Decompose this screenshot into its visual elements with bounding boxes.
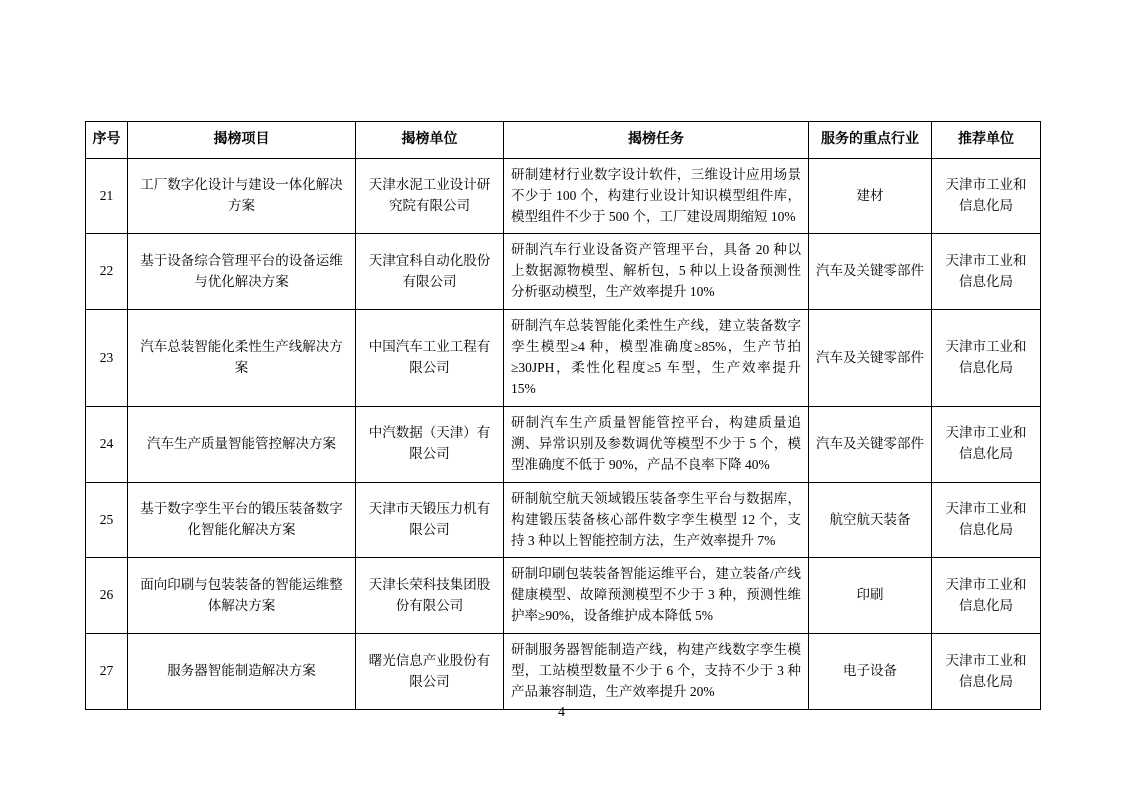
cell-task: 研制汽车生产质量智能管控平台，构建质量追溯、异常识别及参数调优等模型不少于 5 个，模型准确度不低于 90%，产品不良率下降 40% <box>504 406 809 482</box>
column-header-recommender: 推荐单位 <box>932 122 1041 159</box>
cell-task: 研制服务器智能制造产线，构建产线数字孪生模型，工站模型数量不少于 6 个，支持不少于 3 种产品兼容制造，生产效率提升 20% <box>504 634 809 710</box>
cell-project: 基于设备综合管理平台的设备运维与优化解决方案 <box>128 234 356 310</box>
cell-project: 基于数字孪生平台的锻压装备数字化智能化解决方案 <box>128 482 356 558</box>
cell-recommender: 天津市工业和信息化局 <box>932 234 1041 310</box>
cell-unit: 曙光信息产业股份有限公司 <box>356 634 504 710</box>
table-row <box>86 406 1041 482</box>
cell-industry: 建材 <box>809 158 932 234</box>
cell-unit: 天津长荣科技集团股份有限公司 <box>356 558 504 634</box>
table-row <box>86 634 1041 710</box>
cell-unit: 中国汽车工业工程有限公司 <box>356 310 504 407</box>
cell-recommender: 天津市工业和信息化局 <box>932 310 1041 407</box>
table-row <box>86 158 1041 234</box>
table-row <box>86 234 1041 310</box>
cell-project: 工厂数字化设计与建设一体化解决方案 <box>128 158 356 234</box>
cell-recommender: 天津市工业和信息化局 <box>932 406 1041 482</box>
cell-project: 汽车生产质量智能管控解决方案 <box>128 406 356 482</box>
cell-project: 汽车总装智能化柔性生产线解决方案 <box>128 310 356 407</box>
cell-seq: 21 <box>86 158 128 234</box>
cell-task: 研制汽车行业设备资产管理平台，具备 20 种以上数据源物模型、解析包，5 种以上设备预测性分析驱动模型，生产效率提升 10% <box>504 234 809 310</box>
column-header-seq: 序号 <box>86 122 128 159</box>
cell-seq: 26 <box>86 558 128 634</box>
project-table <box>85 121 1041 710</box>
page-number: 4 <box>558 705 565 720</box>
cell-seq: 27 <box>86 634 128 710</box>
cell-industry: 航空航天装备 <box>809 482 932 558</box>
cell-seq: 24 <box>86 406 128 482</box>
column-header-task: 揭榜任务 <box>504 122 809 159</box>
table-container <box>85 121 1040 710</box>
column-header-industry: 服务的重点行业 <box>809 122 932 159</box>
cell-unit: 天津宜科自动化股份有限公司 <box>356 234 504 310</box>
cell-task: 研制汽车总装智能化柔性生产线，建立装备数字孪生模型≥4 种，模型准确度≥85%，生产节拍≥30JPH，柔性化程度≥5 车型，生产效率提升 15% <box>504 310 809 407</box>
cell-unit: 天津水泥工业设计研究院有限公司 <box>356 158 504 234</box>
column-header-unit: 揭榜单位 <box>356 122 504 159</box>
cell-recommender: 天津市工业和信息化局 <box>932 634 1041 710</box>
cell-seq: 25 <box>86 482 128 558</box>
cell-unit: 天津市天锻压力机有限公司 <box>356 482 504 558</box>
cell-industry: 汽车及关键零部件 <box>809 234 932 310</box>
cell-recommender: 天津市工业和信息化局 <box>932 558 1041 634</box>
table-row <box>86 482 1041 558</box>
table-row <box>86 310 1041 407</box>
cell-task: 研制建材行业数字设计软件，三维设计应用场景不少于 100 个，构建行业设计知识模型组件库，模型组件不少于 500 个，工厂建设周期缩短 10% <box>504 158 809 234</box>
cell-task: 研制印刷包装装备智能运维平台，建立装备/产线健康模型、故障预测模型不少于 3 种，预测性维护率≥90%，设备维护成本降低 5% <box>504 558 809 634</box>
column-header-project: 揭榜项目 <box>128 122 356 159</box>
cell-project: 面向印刷与包装装备的智能运维整体解决方案 <box>128 558 356 634</box>
cell-industry: 印刷 <box>809 558 932 634</box>
cell-recommender: 天津市工业和信息化局 <box>932 482 1041 558</box>
cell-seq: 23 <box>86 310 128 407</box>
table-header-row <box>86 122 1041 159</box>
cell-task: 研制航空航天领域锻压装备孪生平台与数据库，构建锻压装备核心部件数字孪生模型 12 个，支持 3 种以上智能控制方法，生产效率提升 7% <box>504 482 809 558</box>
cell-project: 服务器智能制造解决方案 <box>128 634 356 710</box>
cell-recommender: 天津市工业和信息化局 <box>932 158 1041 234</box>
cell-industry: 汽车及关键零部件 <box>809 310 932 407</box>
cell-industry: 电子设备 <box>809 634 932 710</box>
table-row <box>86 558 1041 634</box>
cell-seq: 22 <box>86 234 128 310</box>
cell-unit: 中汽数据（天津）有限公司 <box>356 406 504 482</box>
cell-industry: 汽车及关键零部件 <box>809 406 932 482</box>
